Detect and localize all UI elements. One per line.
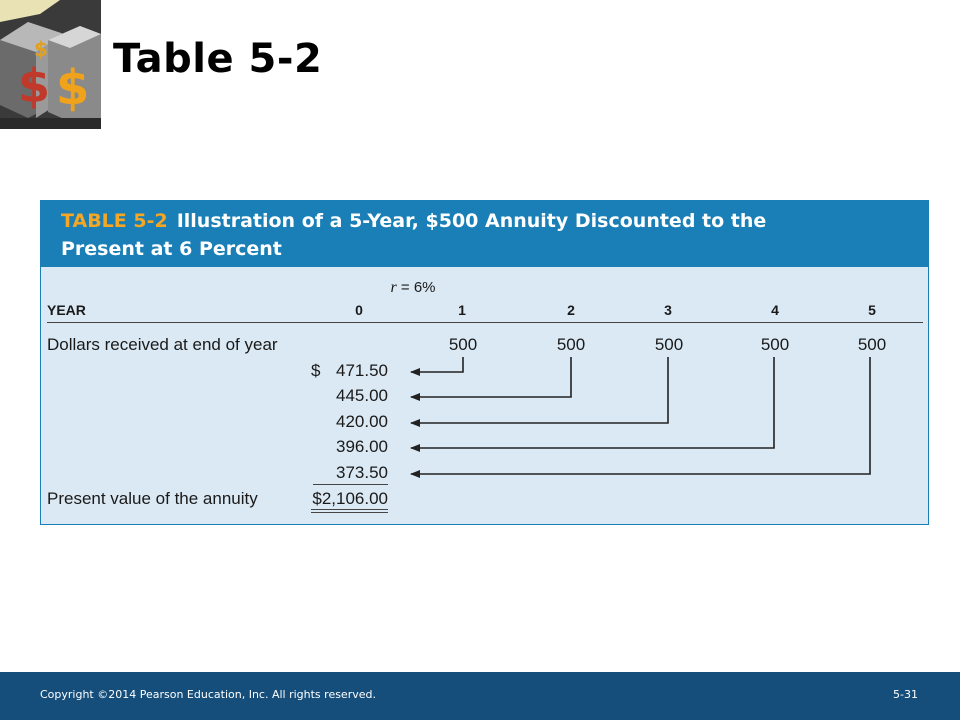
dollar-cubes-logo xyxy=(0,0,101,129)
footer-bar xyxy=(0,672,960,720)
rate-label-rest: = 6% xyxy=(396,279,436,296)
rate-label: r = 6% xyxy=(390,279,436,296)
table-title-text: Illustration of a 5-Year, $500 Annuity Discounted to the xyxy=(176,210,767,232)
receipt-year-4: 500 xyxy=(760,335,790,354)
dollars-received-label: Dollars received at end of year xyxy=(47,335,278,354)
pv-total: $2,106.00 xyxy=(312,489,388,508)
year-3: 3 xyxy=(664,302,672,318)
arrow-year-4 xyxy=(411,357,774,448)
slide-title: Table 5-2 xyxy=(113,36,323,82)
dollar-sign: $ xyxy=(311,361,321,380)
dollar-cubes-icon xyxy=(0,0,101,129)
year-1: 1 xyxy=(458,302,466,318)
pv-year-4: 396.00 xyxy=(336,437,388,456)
discount-arrows xyxy=(41,201,928,524)
pv-annuity-label: Present value of the annuity xyxy=(47,489,258,508)
year-0: 0 xyxy=(355,302,363,318)
pv-year-3: 420.00 xyxy=(336,412,388,431)
receipt-year-2: 500 xyxy=(556,335,586,354)
page-number: 5-31 xyxy=(893,688,918,701)
svg-text:$: $ xyxy=(18,59,51,113)
pv-year-2: 445.00 xyxy=(336,386,388,405)
year-header: YEAR xyxy=(47,302,86,318)
arrow-year-2 xyxy=(411,357,571,397)
svg-text:$: $ xyxy=(34,37,48,61)
pv-year-1: 471.50 xyxy=(336,361,388,380)
arrow-year-5 xyxy=(411,357,870,474)
table-title-line-2: Present at 6 Percent xyxy=(61,238,282,260)
receipt-year-1: 500 xyxy=(448,335,478,354)
pv-year-5: 373.50 xyxy=(336,463,388,482)
receipt-year-3: 500 xyxy=(654,335,684,354)
arrow-year-1 xyxy=(411,357,463,372)
year-5: 5 xyxy=(868,302,876,318)
receipt-year-5: 500 xyxy=(857,335,887,354)
annuity-table xyxy=(40,200,929,525)
svg-text:$: $ xyxy=(56,60,90,116)
year-4: 4 xyxy=(771,302,779,318)
year-2: 2 xyxy=(567,302,575,318)
table-label: TABLE 5-2 xyxy=(61,210,168,232)
arrow-year-3 xyxy=(411,357,668,423)
copyright-text: Copyright ©2014 Pearson Education, Inc. All rights reserved. xyxy=(40,688,376,701)
